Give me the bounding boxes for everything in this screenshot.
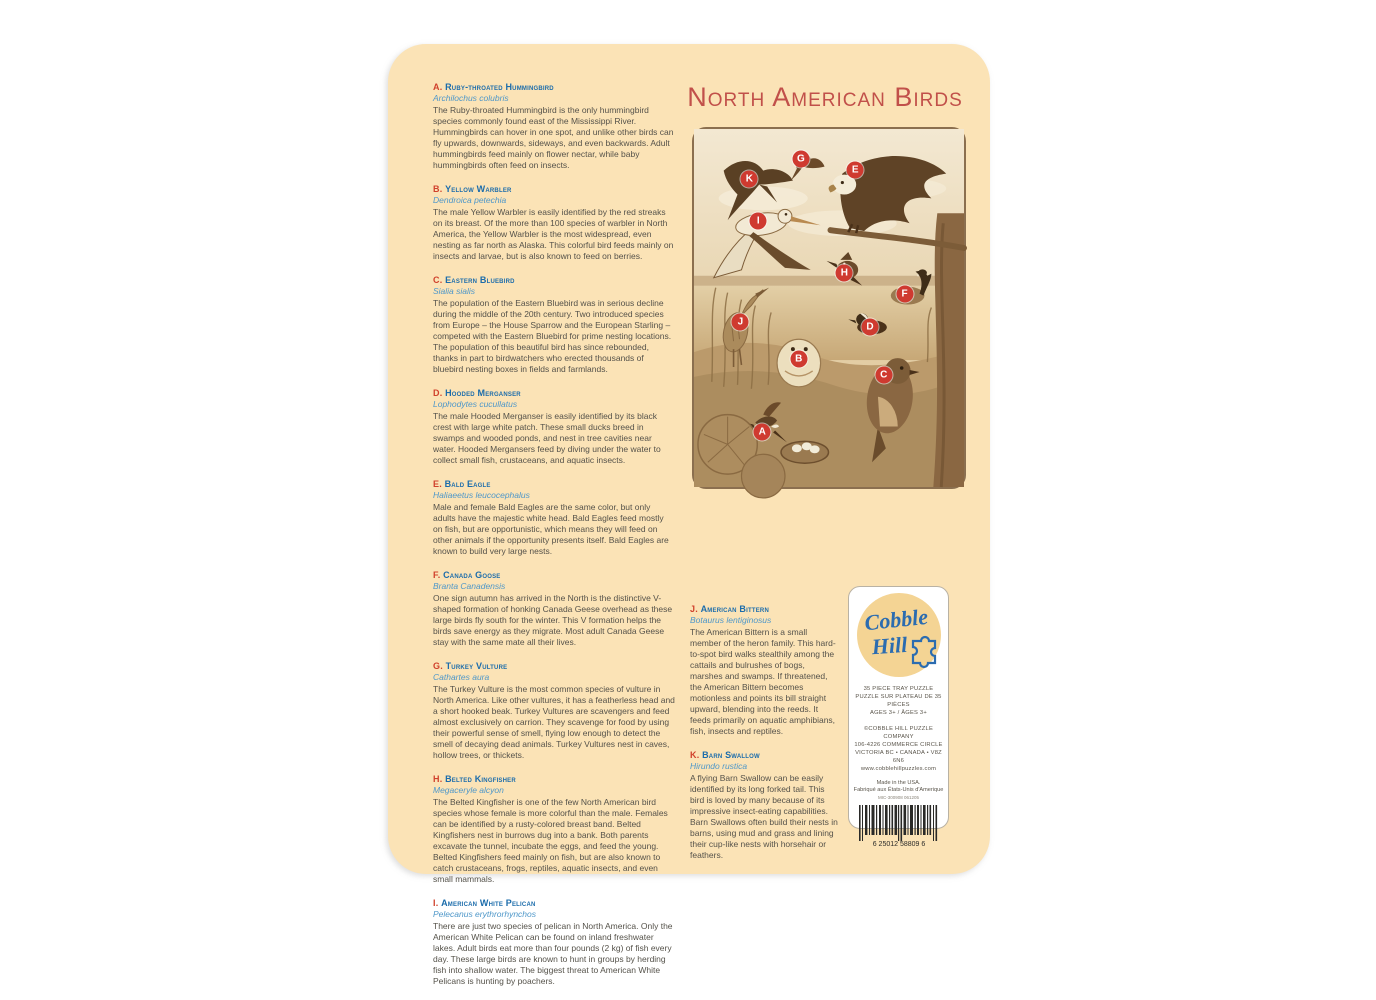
puzzle-box-back [388,44,990,986]
species-letter: G. [433,661,443,671]
species-description: The Belted Kingfisher is one of the few North American bird species whose female is more colorful than the male. Females can be identified by a rusty-colored breast band. Belted Kingfishers nest in burrows dug into a bank. Both parents excavate the tunnel, incubate the eggs, and feed the young. Belted Kingfishers feed mainly on fish, but are also known to catch crustaceans, frogs, reptiles, aquatic insects, and even small mammals. [433,797,668,884]
species-description: The Turkey Vulture is the most common species of vulture in North America. Like other vultures, it has a featherless head and a short hooked beak. Turkey Vultures are scavengers and feed almost exclusively on carrion. They scavenge for food by using their powerful sense of smell, flying low enough to detect the smell of decaying dead animals. Turkey Vultures nest in caves, hollow trees, or thickets. [433,684,675,760]
species-letter: F. [433,570,441,580]
species-heading [433,661,675,671]
species-section [690,750,838,861]
species-letter: B. [433,184,443,194]
illustration-letter-marker [836,264,853,281]
species-description: The Ruby-throated Hummingbird is the only hummingbird species commonly found east of the Mississippi River. Hummingbirds can hover in one spot, and unlike other birds can fly upwards, downwards, sideways, and even backwards. Adult hummingbirds feed mainly on flower nectar, while baby hummingbirds often feed on insects. [433,105,674,170]
marker-letter: C [880,369,888,381]
species-heading [433,774,675,784]
species-letter: C. [433,275,443,285]
made-in-line: Made in the USA. [876,780,921,786]
company-info-line: www.cobblehillpuzzles.com [860,766,937,772]
marker-letter: H [840,267,848,279]
species-common-name: American White Pelican [441,898,536,908]
illustration-letter-marker [875,366,892,383]
svg-text:Hill: Hill [870,631,908,660]
species-description: The male Yellow Warbler is easily identified by the red streaks on its breast. Of the more than 100 species of warbler in North America, the Yellow Warbler is the most widespread, even nesting as far north as Alaska. This colorful bird feeds mainly on insects and larvae, but is also known to feed on berries. [433,207,674,261]
species-common-name: Canada Goose [443,570,501,580]
species-heading [690,750,838,760]
species-latin-name: Megaceryle alcyon [433,785,504,795]
cobble-hill-logo [857,593,941,677]
species-section [433,479,675,557]
marker-letter: A [758,426,766,437]
page-title: North American Birds [687,82,963,112]
species-common-name: American Bittern [700,604,769,614]
species-section [433,774,675,885]
company-info-line: ©COBBLE HILL PUZZLE COMPANY [863,726,934,740]
made-in-info [854,780,944,801]
species-latin-name: Hirundo rustica [690,761,748,771]
barcode-bars [858,805,940,847]
species-description: Male and female Bald Eagles are the same color, but only adults have the majestic white head. Bald Eagles feed mostly on fish, but are opportunistic, which means they will feed on other animals if the opportunity presents itself. Bald Eagles are known to build very large nests. [433,502,669,556]
species-heading [690,604,838,614]
puzzle-info-line: PUZZLE SUR PLATEAU DE 35 PIÈCES [855,694,942,708]
species-latin-name: Haliaeetus leucocephalus [433,490,530,500]
illustration-letter-marker [754,423,771,440]
company-info [853,725,944,773]
marker-layer [694,129,964,487]
species-latin-name: Dendroica petechia [433,195,507,205]
species-common-name: Ruby-throated Hummingbird [445,82,554,92]
illustration-letter-marker [790,351,807,368]
illustration-letter-marker [862,319,879,336]
species-description: There are just two species of pelican in North America. Only the American White Pelican can be found on inland freshwater lakes. Adult birds eat more than four pounds (2 kg) of fish every day. These large birds are known to hunt in groups by herding fish into shallow water. The biggest threat to American White Pelicans is hunting by poachers. [433,921,673,986]
puzzle-info-line: 35 PIECE TRAY PUZZLE [863,686,934,692]
species-heading [433,388,675,398]
species-letter: I. [433,898,439,908]
species-letter: A. [433,82,443,92]
made-in-line-fr: Fabriqué aux États-Unis d'Amerique [853,787,944,793]
species-latin-name: Lophodytes cucullatus [433,399,518,409]
species-description: A flying Barn Swallow can be easily identified by its long forked tail. This bird is loved by many because of its impressive insect-eating capabilities. Barn Swallows often build their nests in barns, using mud and grass and lining their cup-like nests with horsehair or feathers. [690,773,838,860]
illustration-letter-marker [896,285,913,302]
barcode-digits: 6 25012 58809 6 [872,841,925,848]
species-latin-name: Pelecanus erythrorhynchos [433,909,537,919]
species-column-left [433,82,675,1000]
product-code: MIC-300908 061205 [877,795,920,800]
puzzle-piece-icon [913,637,935,667]
species-description: The American Bittern is a small member of the heron family. This hard-to-spot bird walks stealthily among the cattails and bulrushes of bogs, marshes and swamps. If threatened, the American Bittern becomes motionless and points its bill straight upward, blending into the reeds. It feeds primarily on aquatic amphibians, fish, insects and reptiles. [690,627,836,736]
species-latin-name: Archilochus colubris [433,93,509,103]
species-letter: D. [433,388,443,398]
cobble-hill-logo-art [857,593,941,677]
species-heading [433,570,675,580]
species-heading [433,479,675,489]
illustration-letter-marker [847,161,864,178]
species-common-name: Turkey Vulture [445,661,508,671]
species-heading [433,898,675,908]
species-common-name: Eastern Bluebird [445,275,515,285]
species-heading [433,275,675,285]
marker-letter: E [851,164,859,176]
marker-letter: G [797,153,805,165]
company-info-line: VICTORIA BC • CANADA • V8Z 6N6 [855,750,942,764]
marker-letter: J [737,316,744,328]
puzzle-info [853,685,944,717]
species-heading [433,82,675,92]
species-section [690,604,838,737]
marker-letter: K [745,173,753,185]
species-heading [433,184,675,194]
marker-letter: B [795,353,803,365]
marker-letter: I [756,215,760,227]
species-section [433,661,675,761]
species-column-right [690,604,838,874]
species-section [433,388,675,466]
species-description: The male Hooded Merganser is easily identified by its black crest with large white patch. These small ducks breed in swamps and wooded ponds, and nest in tree cavities near water. Hooded Mergansers feed by diving under the water to collect small fish, crustaceans, and aquatic insects. [433,411,661,465]
species-section [433,898,675,987]
illustration-letter-marker [732,314,749,331]
illustration-letter-marker [741,171,758,188]
species-common-name: Bald Eagle [444,479,491,489]
company-info-line: 106-4226 COMMERCE CIRCLE [854,742,943,748]
species-letter: E. [433,479,442,489]
species-common-name: Barn Swallow [702,750,760,760]
marker-letter: F [901,288,908,300]
bird-scene-illustration [692,127,966,489]
species-letter: J. [690,604,698,614]
species-letter: H. [433,774,443,784]
species-description: The population of the Eastern Bluebird was in serious decline during the middle of the 20th century. Two introduced species from Europe – the House Sparrow and the European Starling – competed with the Eastern Bluebird for prime nesting locations. The population of this beautiful bird has since rebounded, thanks in part to birdwatchers who erected thousands of bluebird nesting boxes in fields and farmlands. [433,298,672,374]
species-common-name: Belted Kingfisher [445,774,516,784]
marker-letter: D [866,321,874,333]
illustration-letter-marker [750,213,767,230]
publisher-info-box [848,586,949,848]
species-section [433,570,675,648]
illustration-letter-marker [792,150,809,167]
species-letter: K. [690,750,700,760]
species-section [433,184,675,262]
svg-text:Cobble: Cobble [862,603,929,636]
species-section [433,275,675,375]
species-latin-name: Branta Canadensis [433,581,506,591]
puzzle-info-line: AGES 3+ / ÂGES 3+ [870,710,927,716]
species-latin-name: Botaurus lentiginosus [690,615,772,625]
species-common-name: Yellow Warbler [445,184,512,194]
species-latin-name: Cathartes aura [433,672,490,682]
species-section [433,82,675,171]
species-description: One sign autumn has arrived in the North is the distinctive V-shaped formation of honking Canada Geese overhead as these large birds fly south for the winter. This V formation helps the birds save energy as they migrate. Most adult Canada Geese stay with the same mate all their lives. [433,593,673,647]
species-common-name: Hooded Merganser [445,388,521,398]
species-latin-name: Sialia sialis [433,286,476,296]
barcode [858,805,940,847]
